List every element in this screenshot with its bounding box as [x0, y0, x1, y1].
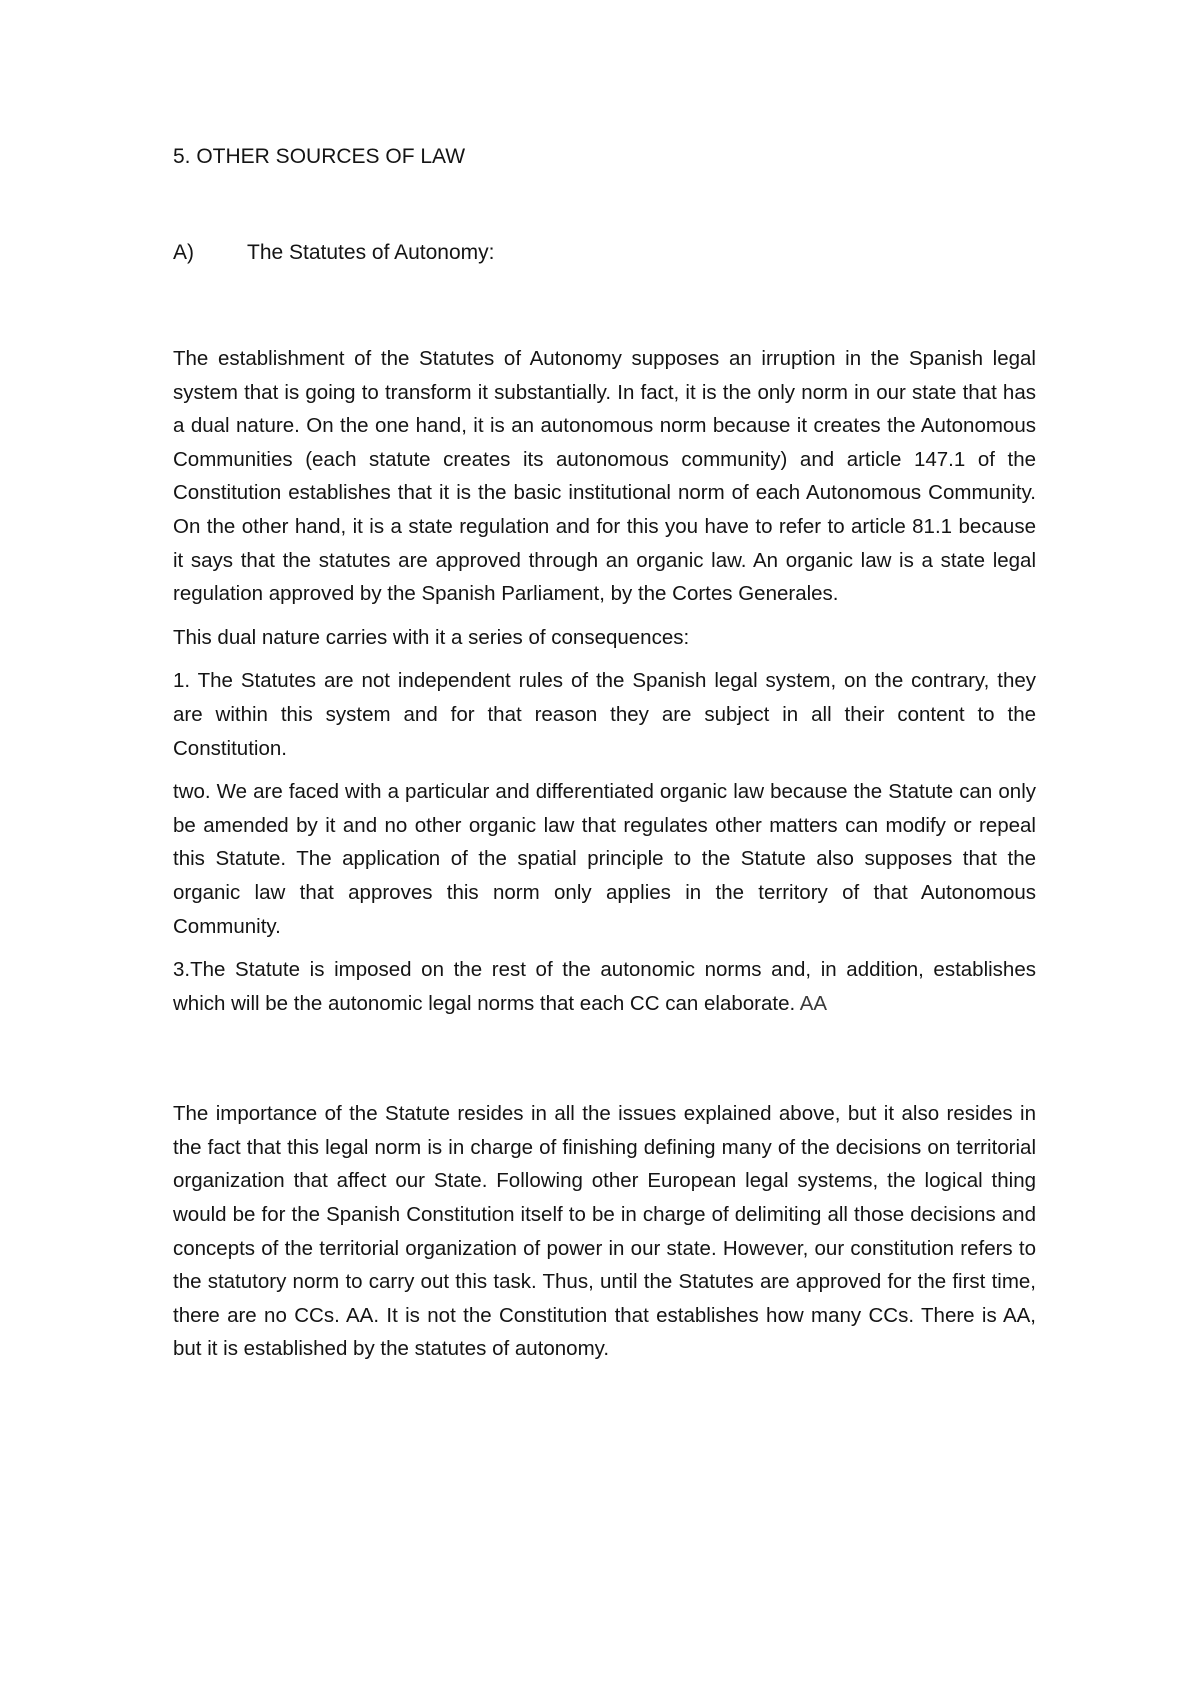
document-content — [173, 143, 1036, 1366]
consequence-point-3 — [173, 953, 1036, 1020]
consequence-point-3-tail: AA — [799, 991, 828, 1015]
importance-paragraph: The importance of the Statute resides in all the issues explained above, but it also resides in the fact that this legal norm is in charge of finishing defining many of the decisions on territorial organization that affect our State. Following other European legal systems, the logical thing would be for the Spanish Constitution itself to be in charge of delimiting all those decisions and concepts of the territorial organization of power in our state. However, our constitution refers to the statutory norm to carry out this task. Thus, until the Statutes are approved for the first time, there are no CCs. AA. It is not the Constitution that establishes how many CCs. There is AA, but it is established by the statutes of autonomy. — [173, 1102, 1036, 1361]
subsection-title: The Statutes of Autonomy: — [247, 241, 495, 264]
consequence-point-1: 1. The Statutes are not independent rules of the Spanish legal system, on the contrary, they are within this system and for that reason they are subject in all their content to the Constitution. — [173, 669, 1036, 760]
section-title: 5. OTHER SOURCES OF LAW — [173, 145, 466, 168]
consequence-point-2: two. We are faced with a particular and differentiated organic law because the Statute can only be amended by it and no other organic law that regulates other matters can modify or repeal this Statute. The application of the spatial principle to the Statute also supposes that the organic law that approves this norm only applies in the territory of that Autonomous Community. — [173, 780, 1036, 938]
consequences-lead-paragraph: This dual nature carries with it a series of consequences: — [173, 625, 690, 649]
intro-paragraph: The establishment of the Statutes of Autonomy supposes an irruption in the Spanish legal system that is going to transform it substantially. In fact, it is the only norm in our state that has a dual nature. On the one hand, it is an autonomous norm because it creates the Autonomous Communities (each statute creates its autonomous community) and article 147.1 of the Constitution establishes that it is the basic institutional norm of each Autonomous Community. On the other hand, it is a state regulation and for this you have to refer to article 81.1 because it says that the statutes are approved through an organic law. An organic law is a state legal regulation approved by the Spanish Parliament, by the Cortes Generales. — [173, 347, 1036, 606]
subsection-heading — [173, 239, 1036, 267]
consequence-point-3-text: 3.The Statute is imposed on the rest of the autonomic norms and, in addition, establishes which will be the autonomic legal norms that each CC can elaborate. — [173, 958, 1036, 1015]
subsection-marker: A) — [173, 241, 194, 264]
